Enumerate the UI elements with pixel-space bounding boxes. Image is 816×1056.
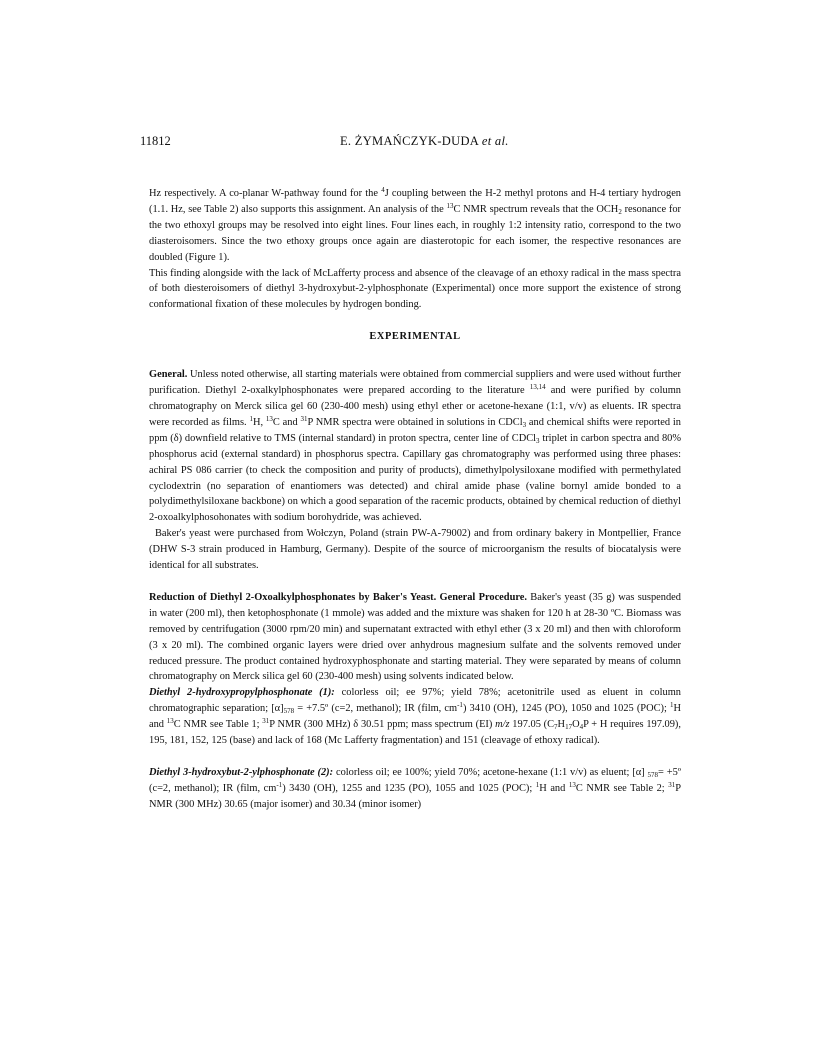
running-title (340, 134, 509, 149)
general-paragraph: General. Unless noted otherwise, all starting materials were obtained from commercial suppliers and were used without further purification. Diethyl 2-oxalkylphosphonates were prepared according to the literature $^{13,14}$ and were purified by column chromatography on Merck silica gel 60 (230-400 mesh) using ethyl ether or acetone-hexane (1:1, v/v) as eluents. IR spectra were recorded as films. $^1$H, $^{13}$C and $^{31}$P NMR spectra were obtained in solutions in CDCl$_3$ and chemical shifts were reported in ppm (δ) downfield relative to TMS (internal standard) in proton spectra, center line of CDCl$_3$ triplet in carbon spectra and 80% phosphorus acid (external standard) in phosphorus spectra. Capillary gas chromatography was performed using three phases: achiral PS 086 carrier (to check the composition and purity of products), dimethylpolysiloxane modified with permethylated cyclodextrin (no separation of enantiomers was detected) and chiral amide phase (valine bornyl amide bonded to a polydimethylsiloxane backbone) on which a good separation of the racemic products, obtained by chemical reduction of diethyl 2-oxoalkylphosohonates with sodium borohydride, was achieved. (149, 369, 681, 524)
running-title-authors: E. ŻYMAŃCZYK-DUDA (340, 134, 479, 148)
page-number: 11812 (140, 134, 171, 148)
compound-1-name: Diethyl 2-hydroxypropylphosphonate (1): (149, 687, 335, 699)
intro-paragraph-2: This finding alongside with the lack of McLafferty process and absence of the cleavage of an ethoxy radical in the mass spectra of both diesteroisomers of diethyl 3-hydroxybut-2-ylphosphonate (Experimental) once more support the existence of strong conformational fixation of these molecules by hydrogen bonding. (149, 267, 681, 311)
intro-paragraph-1: Hz respectively. A co-planar W-pathway found for the $^4$J coupling between the H-2 methyl protons and H-4 tertiary hydrogen (1.1. Hz, see Table 2) also supports this assignment. An analysis of the $^{13}$C NMR spectrum reveals that the $OCH_2$ resonance for the two ethoxyl groups may be resolved into eight lines. Four lines each, in roughly 1:2 intensity ratio, correspond to the two diasteroisomers. Since the two ethoxy groups once again are diasterotopic for each isomer, the respective resonances are doubled (Figure 1). (149, 186, 682, 263)
procedure-heading: Reduction of Diethyl 2-Oxoalkylphosphonates by Baker's Yeast. General Procedure. (149, 591, 527, 603)
yeast-source-paragraph: Baker's yeast were purchased from Wołczyn, Poland (strain PW-A-79002) and from ordinary bakery in Montpellier, France (DHW S-3 strain produced in Hamburg, Germany). Despite of the source of microorganism the results of biocatalysis were identical for all substrates. (149, 528, 681, 572)
main-text (149, 186, 681, 813)
page-header (140, 134, 680, 152)
general-label: General. (149, 369, 188, 381)
section-heading-experimental: EXPERIMENTAL (369, 331, 461, 343)
procedure-paragraph: Reduction of Diethyl 2-Oxoalkylphosphonates by Baker's Yeast. General Procedure. Baker's yeast (35 g) was suspended in water (200 ml), then ketophosphonate (1 mmole) was added and the mixture was shaken for 120 h at 28-30 ºC. Biomass was removed by centrifugation (3000 rpm/20 min) and supernatant extracted with ethyl ether (3 x 20 ml) and then with chloroform (3 x 20 ml). The combined organic layers were dried over anhydrous magnesium sulfate and the solvents removed under reduced pressure. The product contained hydroxyphosphonate and starting material. They were separated by means of column chromatography on Merck silica gel 60 (230-400 mesh) using solvents indicated below. (149, 591, 681, 683)
compound-2-paragraph: Diethyl 3-hydroxybut-2-ylphosphonate (2): colorless oil; ee 100%; yield 70%; acetone-hexane (1:1 v/v) as eluent; [α] $_{578}$= +5º (c=2, methanol); IR (film, $cm^{-1}$) 3430 (OH), 1255 and 1235 (PO), 1055 and 1025 (POC); $^1$H and $^{13}$C NMR see Table 2; $^{31}$P NMR (300 MHz) 30.65 (major isomer) and 30.34 (minor isomer) (149, 767, 682, 810)
compound-2-name: Diethyl 3-hydroxybut-2-ylphosphonate (2): (149, 767, 334, 778)
running-title-etal: et al. (481, 134, 509, 148)
compound-1-paragraph: Diethyl 2-hydroxypropylphosphonate (1): colorless oil; ee 97%; yield 78%; acetonitrile used as eluent in column chromatographic separation; $[\alpha]_{578}$ = +7.5º (c=2, methanol); IR (film, $cm^{-1}$) 3410 (OH), 1245 (PO), 1050 and 1025 (POC); $^1$H and $^{13}$C NMR see Table 1; $^{31}$P NMR (300 MHz) δ 30.51 ppm; mass spectrum (EI) m/z 197.05 ($C_7H_{17}O_4P + H$ requires 197.09), 195, 181, 152, 125 (base) and lack of 168 (Mc Lafferty fragmentation) and 151 (cleavage of ethoxy radical). (149, 687, 681, 747)
